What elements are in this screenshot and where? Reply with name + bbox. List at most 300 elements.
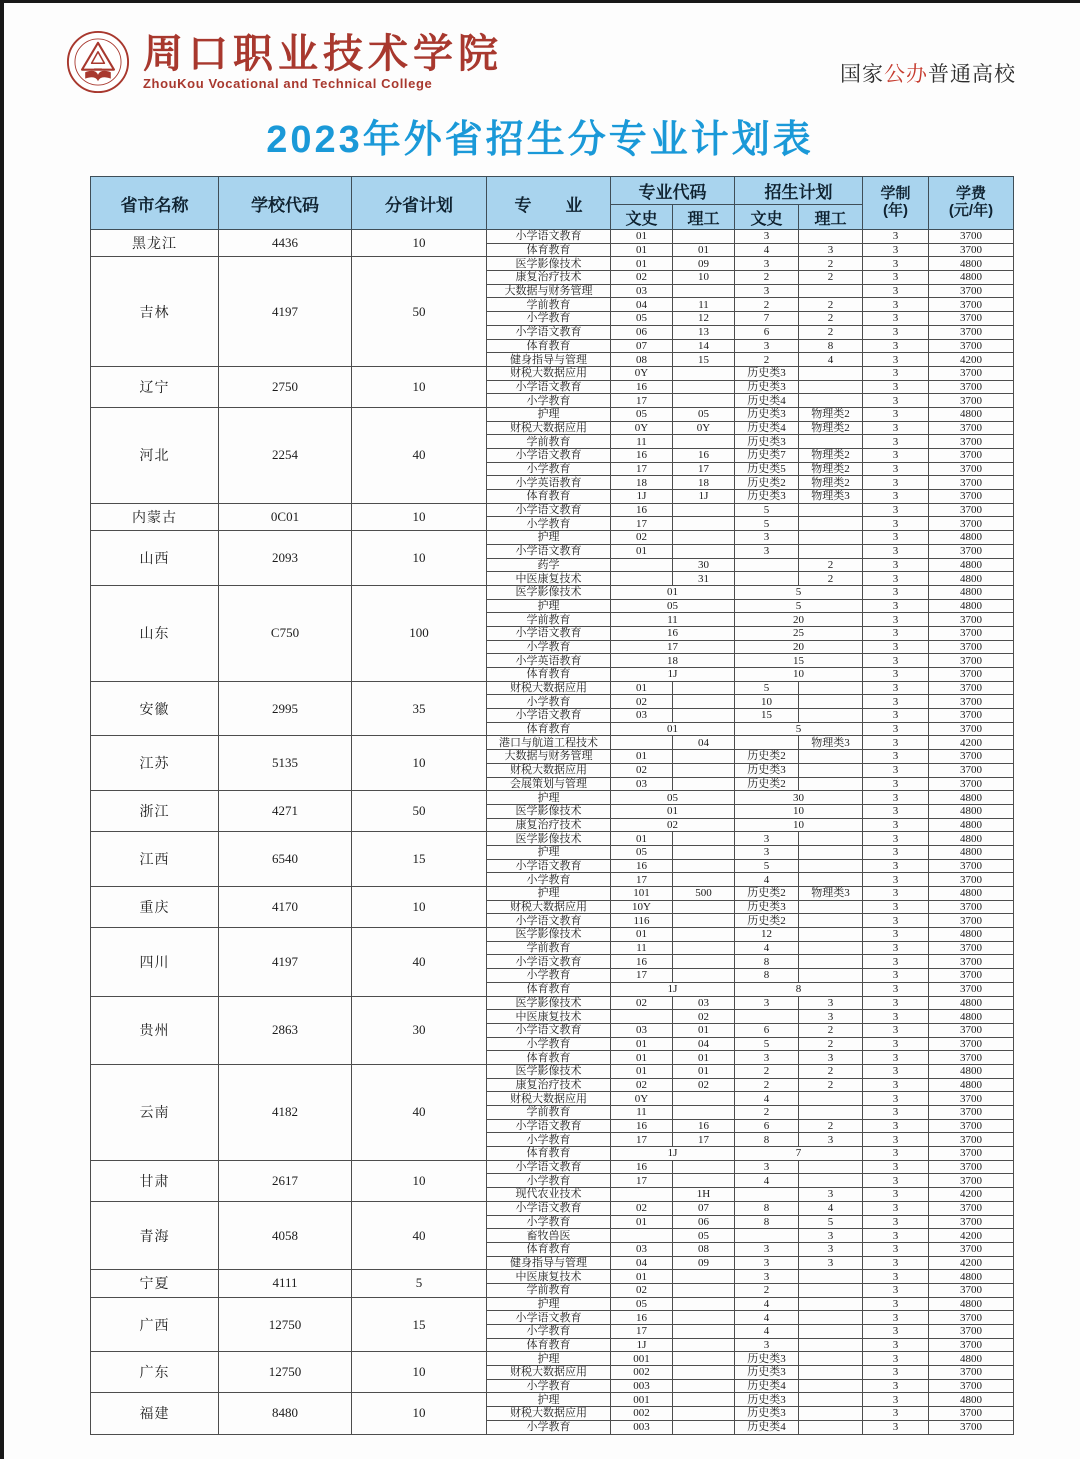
public-college-badge xyxy=(840,58,1016,88)
tuition-fee: 4800 xyxy=(929,791,1014,805)
col-header-school-code: 学校代码 xyxy=(219,177,352,230)
plan-count-ligong: 物理类3 xyxy=(799,736,863,750)
tuition-fee: 3700 xyxy=(929,503,1014,517)
page-title: 2023年外省招生分专业计划表 xyxy=(266,119,814,161)
tuition-fee: 3700 xyxy=(929,873,1014,887)
major-name: 小学教育 xyxy=(487,1325,611,1339)
study-years: 3 xyxy=(863,572,929,586)
plan-count-wenshi: 3 xyxy=(735,996,799,1010)
study-years: 3 xyxy=(863,558,929,572)
major-code-ligong: 30 xyxy=(673,558,735,572)
major-code-ligong xyxy=(673,1352,735,1366)
province-name: 四川 xyxy=(91,928,219,996)
major-name: 健身指导与管理 xyxy=(487,353,611,367)
tuition-fee: 3700 xyxy=(929,380,1014,394)
school-code: 4436 xyxy=(219,230,352,257)
study-years: 3 xyxy=(863,654,929,668)
study-years: 3 xyxy=(863,1256,929,1270)
major-code-ligong: 16 xyxy=(673,1119,735,1133)
study-years: 3 xyxy=(863,668,929,682)
tuition-fee: 3700 xyxy=(929,1366,1014,1380)
study-years: 3 xyxy=(863,1297,929,1311)
plan-count-ligong: 物理类2 xyxy=(799,476,863,490)
plan-count-ligong xyxy=(799,284,863,298)
study-years: 3 xyxy=(863,490,929,504)
province-name: 云南 xyxy=(91,1064,219,1160)
major-name: 小学英语教育 xyxy=(487,476,611,490)
plan-count-ligong: 3 xyxy=(799,1133,863,1147)
major-code-ligong: 13 xyxy=(673,325,735,339)
tuition-fee: 3700 xyxy=(929,1147,1014,1161)
plan-count: 10 xyxy=(735,668,863,682)
major-name: 体育教育 xyxy=(487,339,611,353)
major-name: 小学教育 xyxy=(487,695,611,709)
school-code: 8480 xyxy=(219,1393,352,1434)
plan-count-ligong xyxy=(799,777,863,791)
major-code: 1J xyxy=(611,982,735,996)
province-plan: 10 xyxy=(352,503,487,530)
tuition-fee: 3700 xyxy=(929,1407,1014,1421)
study-years: 3 xyxy=(863,1379,929,1393)
province-name: 浙江 xyxy=(91,791,219,832)
plan-count-ligong: 3 xyxy=(799,1242,863,1256)
major-code-wenshi: 1J xyxy=(611,490,673,504)
province-plan: 40 xyxy=(352,407,487,503)
col-header-enroll-plan: 招生计划 xyxy=(735,177,863,205)
plan-count-wenshi: 历史类7 xyxy=(735,449,799,463)
school-code: 4271 xyxy=(219,791,352,832)
major-name: 小学语文教育 xyxy=(487,914,611,928)
major-name: 小学教育 xyxy=(487,1420,611,1434)
major-name: 学前教育 xyxy=(487,941,611,955)
school-code: 2863 xyxy=(219,996,352,1064)
plan-count-wenshi: 3 xyxy=(735,531,799,545)
major-name: 体育教育 xyxy=(487,668,611,682)
school-code: 12750 xyxy=(219,1352,352,1393)
table-row xyxy=(91,1160,1014,1174)
major-code: 01 xyxy=(611,804,735,818)
major-code: 18 xyxy=(611,654,735,668)
plan-count-ligong: 物理类3 xyxy=(799,887,863,901)
major-code: 02 xyxy=(611,818,735,832)
plan-count-wenshi: 历史类3 xyxy=(735,435,799,449)
tuition-fee: 4800 xyxy=(929,887,1014,901)
tuition-fee: 3700 xyxy=(929,914,1014,928)
plan-count-ligong xyxy=(799,695,863,709)
plan-count-ligong: 物理类2 xyxy=(799,462,863,476)
plan-count-ligong xyxy=(799,750,863,764)
study-years: 3 xyxy=(863,969,929,983)
major-name: 小学语文教育 xyxy=(487,1201,611,1215)
tuition-fee: 3700 xyxy=(929,982,1014,996)
major-code-wenshi: 04 xyxy=(611,298,673,312)
badge-prefix: 国家 xyxy=(840,63,884,86)
tuition-fee: 3700 xyxy=(929,722,1014,736)
major-code-wenshi: 02 xyxy=(611,1078,673,1092)
plan-count-wenshi: 4 xyxy=(735,243,799,257)
plan-count-wenshi: 3 xyxy=(735,845,799,859)
plan-count-ligong xyxy=(799,845,863,859)
study-years: 3 xyxy=(863,380,929,394)
major-code-ligong: 18 xyxy=(673,476,735,490)
plan-count-wenshi: 2 xyxy=(735,1078,799,1092)
page-edge-left xyxy=(0,0,4,1459)
major-code-ligong: 01 xyxy=(673,1064,735,1078)
study-years: 3 xyxy=(863,709,929,723)
plan-count-ligong xyxy=(799,517,863,531)
major-code-wenshi: 002 xyxy=(611,1407,673,1421)
plan-count-ligong xyxy=(799,1393,863,1407)
major-name: 护理 xyxy=(487,1297,611,1311)
major-name: 体育教育 xyxy=(487,982,611,996)
study-years: 3 xyxy=(863,681,929,695)
plan-count-ligong xyxy=(799,1283,863,1297)
tuition-fee: 4800 xyxy=(929,1297,1014,1311)
table-body xyxy=(91,230,1014,1435)
plan-count-wenshi: 8 xyxy=(735,1215,799,1229)
tuition-fee: 4800 xyxy=(929,1064,1014,1078)
major-name: 护理 xyxy=(487,1393,611,1407)
plan-count-ligong: 3 xyxy=(799,1229,863,1243)
plan-count-ligong xyxy=(799,435,863,449)
tuition-fee: 4800 xyxy=(929,996,1014,1010)
major-code-ligong xyxy=(673,1160,735,1174)
plan-count-wenshi: 3 xyxy=(735,1160,799,1174)
major-code-wenshi: 17 xyxy=(611,1133,673,1147)
table-row xyxy=(91,928,1014,942)
major-code-wenshi: 04 xyxy=(611,1256,673,1270)
col-header-years-line2: (年) xyxy=(883,202,908,219)
major-code-ligong: 04 xyxy=(673,736,735,750)
study-years: 3 xyxy=(863,271,929,285)
plan-count-ligong xyxy=(799,859,863,873)
plan-count-ligong xyxy=(799,1106,863,1120)
major-code-wenshi: 02 xyxy=(611,695,673,709)
plan-count-wenshi: 3 xyxy=(735,339,799,353)
major-code-wenshi: 03 xyxy=(611,284,673,298)
study-years: 3 xyxy=(863,353,929,367)
plan-count-ligong: 2 xyxy=(799,1078,863,1092)
tuition-fee: 3700 xyxy=(929,1037,1014,1051)
major-code-wenshi xyxy=(611,1010,673,1024)
study-years: 3 xyxy=(863,1352,929,1366)
major-code-ligong xyxy=(673,544,735,558)
major-code-wenshi: 17 xyxy=(611,1325,673,1339)
tuition-fee: 3700 xyxy=(929,1338,1014,1352)
plan-count-ligong: 3 xyxy=(799,1188,863,1202)
plan-count-wenshi: 10 xyxy=(735,695,799,709)
province-plan: 10 xyxy=(352,366,487,407)
major-code-wenshi: 03 xyxy=(611,709,673,723)
school-code: 5135 xyxy=(219,736,352,791)
tuition-fee: 3700 xyxy=(929,1379,1014,1393)
plan-count-ligong xyxy=(799,1297,863,1311)
table-row xyxy=(91,736,1014,750)
tuition-fee: 3700 xyxy=(929,668,1014,682)
study-years: 3 xyxy=(863,421,929,435)
major-code-ligong xyxy=(673,900,735,914)
major-code-ligong xyxy=(673,284,735,298)
plan-count-ligong: 3 xyxy=(799,243,863,257)
college-name-en: ZhouKou Vocational and Technical College xyxy=(143,76,433,91)
table-row xyxy=(91,257,1014,271)
major-code-wenshi: 16 xyxy=(611,449,673,463)
col-header-fee-line1: 学费 xyxy=(955,185,986,203)
study-years: 3 xyxy=(863,476,929,490)
major-name: 体育教育 xyxy=(487,1147,611,1161)
major-code-ligong xyxy=(673,955,735,969)
plan-count-ligong xyxy=(799,1325,863,1339)
school-code: 2617 xyxy=(219,1160,352,1201)
major-name: 护理 xyxy=(487,845,611,859)
plan-count-ligong xyxy=(799,873,863,887)
major-code-ligong xyxy=(673,914,735,928)
major-code-wenshi: 03 xyxy=(611,1023,673,1037)
plan-count-ligong: 2 xyxy=(799,1064,863,1078)
plan-count-wenshi: 历史类3 xyxy=(735,407,799,421)
province-name: 重庆 xyxy=(91,887,219,928)
major-code: 17 xyxy=(611,640,735,654)
tuition-fee: 3700 xyxy=(929,243,1014,257)
table-header xyxy=(91,177,1014,230)
major-name: 大数据与财务管理 xyxy=(487,284,611,298)
plan-count-ligong: 2 xyxy=(799,298,863,312)
col-header-fee xyxy=(929,177,1014,230)
study-years: 3 xyxy=(863,791,929,805)
study-years: 3 xyxy=(863,517,929,531)
major-name: 财税大数据应用 xyxy=(487,763,611,777)
province-plan: 30 xyxy=(352,996,487,1064)
major-code-ligong xyxy=(673,1311,735,1325)
major-code-ligong: 04 xyxy=(673,1037,735,1051)
plan-count-wenshi: 历史类4 xyxy=(735,421,799,435)
major-code-ligong: 500 xyxy=(673,887,735,901)
major-code-ligong xyxy=(673,777,735,791)
province-plan: 40 xyxy=(352,1201,487,1269)
school-code: 2093 xyxy=(219,531,352,586)
major-code-wenshi: 002 xyxy=(611,1366,673,1380)
plan-count-wenshi: 历史类2 xyxy=(735,887,799,901)
major-name: 小学教育 xyxy=(487,640,611,654)
major-name: 护理 xyxy=(487,1352,611,1366)
plan-count-wenshi: 2 xyxy=(735,1283,799,1297)
major-name: 中医康复技术 xyxy=(487,1010,611,1024)
province-plan: 10 xyxy=(352,230,487,257)
major-code-wenshi: 03 xyxy=(611,777,673,791)
plan-count-wenshi xyxy=(735,572,799,586)
tuition-fee: 3700 xyxy=(929,941,1014,955)
plan-count-ligong xyxy=(799,1092,863,1106)
major-name: 医学影像技术 xyxy=(487,1064,611,1078)
table-row xyxy=(91,996,1014,1010)
major-code-wenshi: 01 xyxy=(611,681,673,695)
study-years: 3 xyxy=(863,394,929,408)
plan-count-wenshi: 5 xyxy=(735,681,799,695)
study-years: 3 xyxy=(863,462,929,476)
province-plan: 100 xyxy=(352,585,487,681)
major-name: 体育教育 xyxy=(487,1242,611,1256)
major-code-ligong xyxy=(673,750,735,764)
major-name: 康复治疗技术 xyxy=(487,271,611,285)
major-code-wenshi: 06 xyxy=(611,325,673,339)
plan-count-ligong xyxy=(799,832,863,846)
study-years: 3 xyxy=(863,407,929,421)
tuition-fee: 3700 xyxy=(929,517,1014,531)
major-code-wenshi: 17 xyxy=(611,394,673,408)
province-name: 广西 xyxy=(91,1297,219,1352)
plan-count-wenshi: 2 xyxy=(735,298,799,312)
plan-count-ligong: 3 xyxy=(799,1256,863,1270)
plan-count-wenshi: 7 xyxy=(735,312,799,326)
plan-count-wenshi: 历史类4 xyxy=(735,394,799,408)
major-name: 体育教育 xyxy=(487,722,611,736)
major-code-ligong: 02 xyxy=(673,1078,735,1092)
major-code-ligong: 17 xyxy=(673,462,735,476)
col-header-major-code: 专业代码 xyxy=(611,177,735,205)
school-code: 4182 xyxy=(219,1064,352,1160)
tuition-fee: 3700 xyxy=(929,230,1014,244)
major-code-wenshi: 17 xyxy=(611,517,673,531)
tuition-fee: 3700 xyxy=(929,695,1014,709)
table-row xyxy=(91,230,1014,244)
study-years: 3 xyxy=(863,1215,929,1229)
tuition-fee: 3700 xyxy=(929,1106,1014,1120)
plan-count-ligong xyxy=(799,681,863,695)
tuition-fee: 3700 xyxy=(929,613,1014,627)
major-code-ligong xyxy=(673,832,735,846)
major-code-ligong xyxy=(673,1393,735,1407)
study-years: 3 xyxy=(863,887,929,901)
major-code-ligong: 12 xyxy=(673,312,735,326)
major-code-ligong xyxy=(673,681,735,695)
table-row xyxy=(91,1270,1014,1284)
study-years: 3 xyxy=(863,982,929,996)
study-years: 3 xyxy=(863,941,929,955)
plan-count-wenshi: 4 xyxy=(735,1297,799,1311)
major-code-ligong: 02 xyxy=(673,1010,735,1024)
province-plan: 50 xyxy=(352,791,487,832)
tuition-fee: 3700 xyxy=(929,1051,1014,1065)
plan-count-wenshi xyxy=(735,1188,799,1202)
plan-count-ligong: 2 xyxy=(799,1037,863,1051)
major-code-wenshi: 003 xyxy=(611,1379,673,1393)
study-years: 3 xyxy=(863,1064,929,1078)
tuition-fee: 3700 xyxy=(929,490,1014,504)
major-name: 小学语文教育 xyxy=(487,859,611,873)
plan-count-wenshi: 3 xyxy=(735,1270,799,1284)
major-code-ligong: 10 xyxy=(673,271,735,285)
major-code-ligong: 14 xyxy=(673,339,735,353)
plan-count-wenshi: 2 xyxy=(735,271,799,285)
study-years: 3 xyxy=(863,1119,929,1133)
study-years: 3 xyxy=(863,1270,929,1284)
study-years: 3 xyxy=(863,695,929,709)
plan-count-wenshi: 4 xyxy=(735,1325,799,1339)
major-code-wenshi: 17 xyxy=(611,873,673,887)
major-name: 小学教育 xyxy=(487,517,611,531)
plan-count-wenshi: 5 xyxy=(735,859,799,873)
plan-count: 30 xyxy=(735,791,863,805)
plan-count-ligong: 2 xyxy=(799,572,863,586)
table-row xyxy=(91,1064,1014,1078)
province-plan: 10 xyxy=(352,531,487,586)
major-code-ligong: 0Y xyxy=(673,421,735,435)
study-years: 3 xyxy=(863,1092,929,1106)
college-seal-logo xyxy=(66,30,130,94)
province-name: 河北 xyxy=(91,407,219,503)
plan-count-wenshi: 4 xyxy=(735,941,799,955)
table-row xyxy=(91,887,1014,901)
major-code-wenshi: 16 xyxy=(611,503,673,517)
major-name: 小学教育 xyxy=(487,873,611,887)
school-code: 4197 xyxy=(219,257,352,367)
province-name: 内蒙古 xyxy=(91,503,219,530)
plan-count-wenshi: 历史类5 xyxy=(735,462,799,476)
province-plan: 10 xyxy=(352,736,487,791)
plan-count-wenshi: 5 xyxy=(735,1037,799,1051)
major-code-wenshi: 02 xyxy=(611,1201,673,1215)
study-years: 3 xyxy=(863,1407,929,1421)
major-code-ligong xyxy=(673,873,735,887)
plan-count-wenshi: 4 xyxy=(735,1174,799,1188)
major-code-wenshi: 11 xyxy=(611,435,673,449)
tuition-fee: 4800 xyxy=(929,1078,1014,1092)
major-code-wenshi: 05 xyxy=(611,1297,673,1311)
plan-count-wenshi: 历史类3 xyxy=(735,900,799,914)
col-header-years-line1: 学制 xyxy=(880,185,911,203)
plan-count-ligong xyxy=(799,1379,863,1393)
school-code: 2750 xyxy=(219,366,352,407)
tuition-fee: 3700 xyxy=(929,1242,1014,1256)
col-header-plan-ligong: 理工 xyxy=(799,205,863,230)
tuition-fee: 3700 xyxy=(929,859,1014,873)
plan-count-ligong xyxy=(799,1338,863,1352)
plan-count-wenshi: 3 xyxy=(735,1242,799,1256)
plan-count-ligong xyxy=(799,955,863,969)
major-code-wenshi: 02 xyxy=(611,763,673,777)
tuition-fee: 4200 xyxy=(929,1229,1014,1243)
province-name: 宁夏 xyxy=(91,1270,219,1297)
major-name: 小学语文教育 xyxy=(487,449,611,463)
plan-count-ligong: 物理类2 xyxy=(799,421,863,435)
school-code: 0C01 xyxy=(219,503,352,530)
major-code-ligong xyxy=(673,1366,735,1380)
major-code-ligong xyxy=(673,695,735,709)
study-years: 3 xyxy=(863,1147,929,1161)
tuition-fee: 4800 xyxy=(929,558,1014,572)
major-name: 小学教育 xyxy=(487,394,611,408)
school-code: C750 xyxy=(219,585,352,681)
plan-count-wenshi: 6 xyxy=(735,325,799,339)
plan-count-wenshi: 历史类3 xyxy=(735,1366,799,1380)
plan-count-wenshi: 3 xyxy=(735,1338,799,1352)
plan-count-wenshi: 15 xyxy=(735,709,799,723)
tuition-fee: 3700 xyxy=(929,1023,1014,1037)
table-row xyxy=(91,1201,1014,1215)
major-code-wenshi: 1J xyxy=(611,1338,673,1352)
tuition-fee: 3700 xyxy=(929,284,1014,298)
enrollment-plan-table xyxy=(90,176,1014,1435)
study-years: 3 xyxy=(863,804,929,818)
province-plan: 15 xyxy=(352,1297,487,1352)
plan-count: 10 xyxy=(735,818,863,832)
plan-count-ligong: 4 xyxy=(799,1201,863,1215)
col-header-fee-line2: (元/年) xyxy=(948,202,994,219)
major-code-ligong xyxy=(673,230,735,244)
plan-count-ligong: 物理类2 xyxy=(799,449,863,463)
major-name: 财税大数据应用 xyxy=(487,900,611,914)
major-code-wenshi: 003 xyxy=(611,1420,673,1434)
